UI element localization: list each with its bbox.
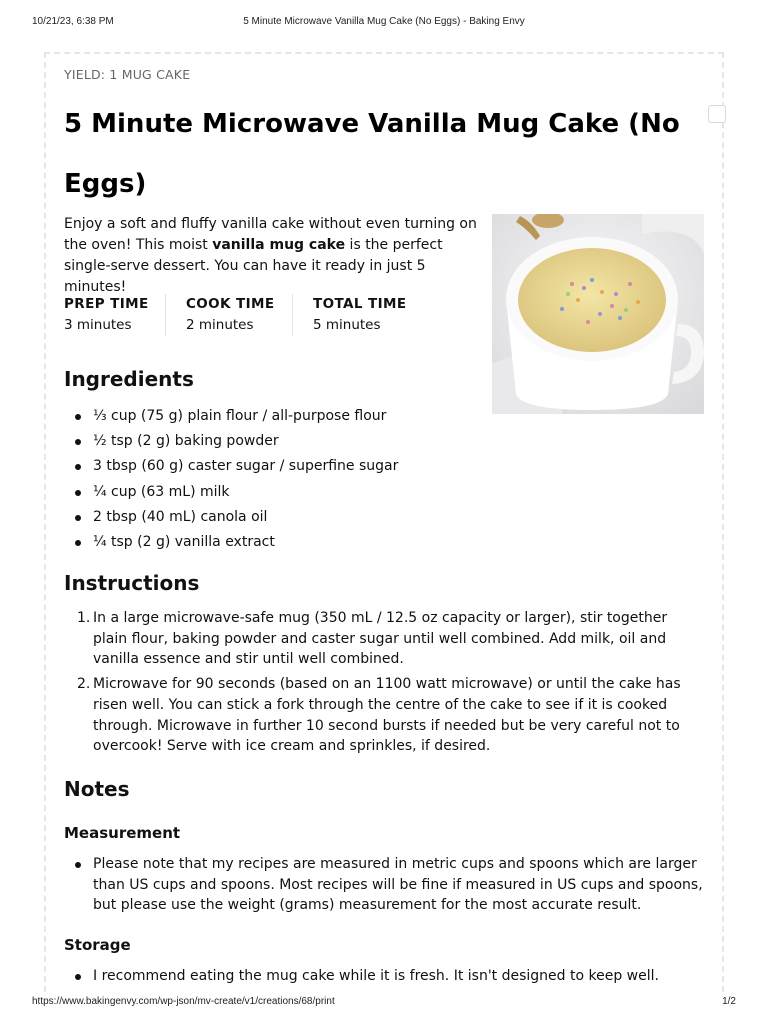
ingredient-item: 2 tbsp (40 mL) canola oil bbox=[64, 505, 398, 530]
total-time bbox=[292, 294, 422, 336]
summary-bold-keyword: vanilla mug cake bbox=[212, 237, 346, 253]
ingredients-list bbox=[64, 404, 398, 555]
summary-text-end: is the perfect single-serve dessert. You can have it ready in just 5 minutes! bbox=[64, 237, 443, 295]
ingredients-heading: Ingredients bbox=[64, 367, 194, 391]
ingredient-item: ⅓ cup (75 g) plain flour / all-purpose flour bbox=[64, 404, 398, 429]
recipe-title: 5 Minute Microwave Vanilla Mug Cake (No Eggs) bbox=[64, 109, 680, 199]
print-datetime: 10/21/23, 6:38 PM bbox=[32, 16, 114, 27]
cook-time bbox=[165, 294, 291, 336]
instructions-list bbox=[64, 608, 704, 761]
summary-text-start: Enjoy a soft and fluffy vanilla cake without even turning on the oven! This moist bbox=[64, 216, 477, 253]
total-time-value: 5 minutes bbox=[313, 317, 381, 333]
ingredient-item: 3 tbsp (60 g) caster sugar / superfine sugar bbox=[64, 454, 398, 479]
ingredient-item: ¼ cup (63 mL) milk bbox=[64, 480, 398, 505]
cook-time-label: COOK TIME bbox=[186, 296, 275, 312]
prep-time-value: 3 minutes bbox=[64, 317, 132, 333]
page-number: 1/2 bbox=[722, 996, 736, 1007]
step-number: 1. bbox=[77, 610, 91, 626]
recipe-yield: YIELD: 1 MUG CAKE bbox=[64, 67, 191, 82]
prep-time-label: PREP TIME bbox=[64, 296, 149, 312]
prep-time bbox=[64, 294, 164, 336]
total-time-label: TOTAL TIME bbox=[313, 296, 407, 312]
print-url-link[interactable]: https://www.bakingenvy.com/wp-json/mv-create/v1/creations/68/print bbox=[32, 996, 335, 1007]
recipe-summary bbox=[64, 214, 484, 298]
mug-cake-photo bbox=[492, 214, 704, 414]
step-number: 2. bbox=[77, 676, 91, 693]
cook-time-value: 2 minutes bbox=[186, 317, 254, 333]
print-header bbox=[0, 16, 768, 30]
instructions-heading: Instructions bbox=[64, 571, 200, 595]
instruction-step bbox=[64, 608, 704, 670]
print-footer bbox=[0, 996, 768, 1010]
step-text: In a large microwave-safe mug (350 mL / 12.5 oz capacity or larger), stir together plain flour, baking powder and caster sugar until well combined. Add milk, oil and vanilla essence and stir until well combined. bbox=[93, 610, 668, 668]
note-storage-list bbox=[64, 966, 704, 987]
ingredient-item: ¼ tsp (2 g) vanilla extract bbox=[64, 530, 398, 555]
note-item: Please note that my recipes are measured in metric cups and spoons which are larger than US cups and spoons. Most recipes will be fine if measured in US cups and spoons, but please use the weight (grams) measurement for the most accurate result. bbox=[64, 854, 704, 916]
note-storage-heading: Storage bbox=[64, 936, 131, 954]
notes-heading: Notes bbox=[64, 777, 130, 801]
note-measurement-heading: Measurement bbox=[64, 824, 181, 842]
print-page-title: 5 Minute Microwave Vanilla Mug Cake (No Eggs) - Baking Envy bbox=[243, 16, 525, 27]
ingredient-item: ½ tsp (2 g) baking powder bbox=[64, 429, 398, 454]
note-item: I recommend eating the mug cake while it is fresh. It isn't designed to keep well. bbox=[64, 966, 704, 987]
instruction-step bbox=[64, 674, 704, 757]
note-measurement-list bbox=[64, 854, 704, 916]
step-text: Microwave for 90 seconds (based on an 1100 watt microwave) or until the cake has risen well. You can stick a fork through the centre of the cake to see if it is cooked through. Microwave in further 10 second bursts if needed but be very careful not to overcook! Serve with ice cream and sprinkles, if desired. bbox=[93, 676, 681, 755]
card-checkbox[interactable] bbox=[708, 105, 726, 123]
